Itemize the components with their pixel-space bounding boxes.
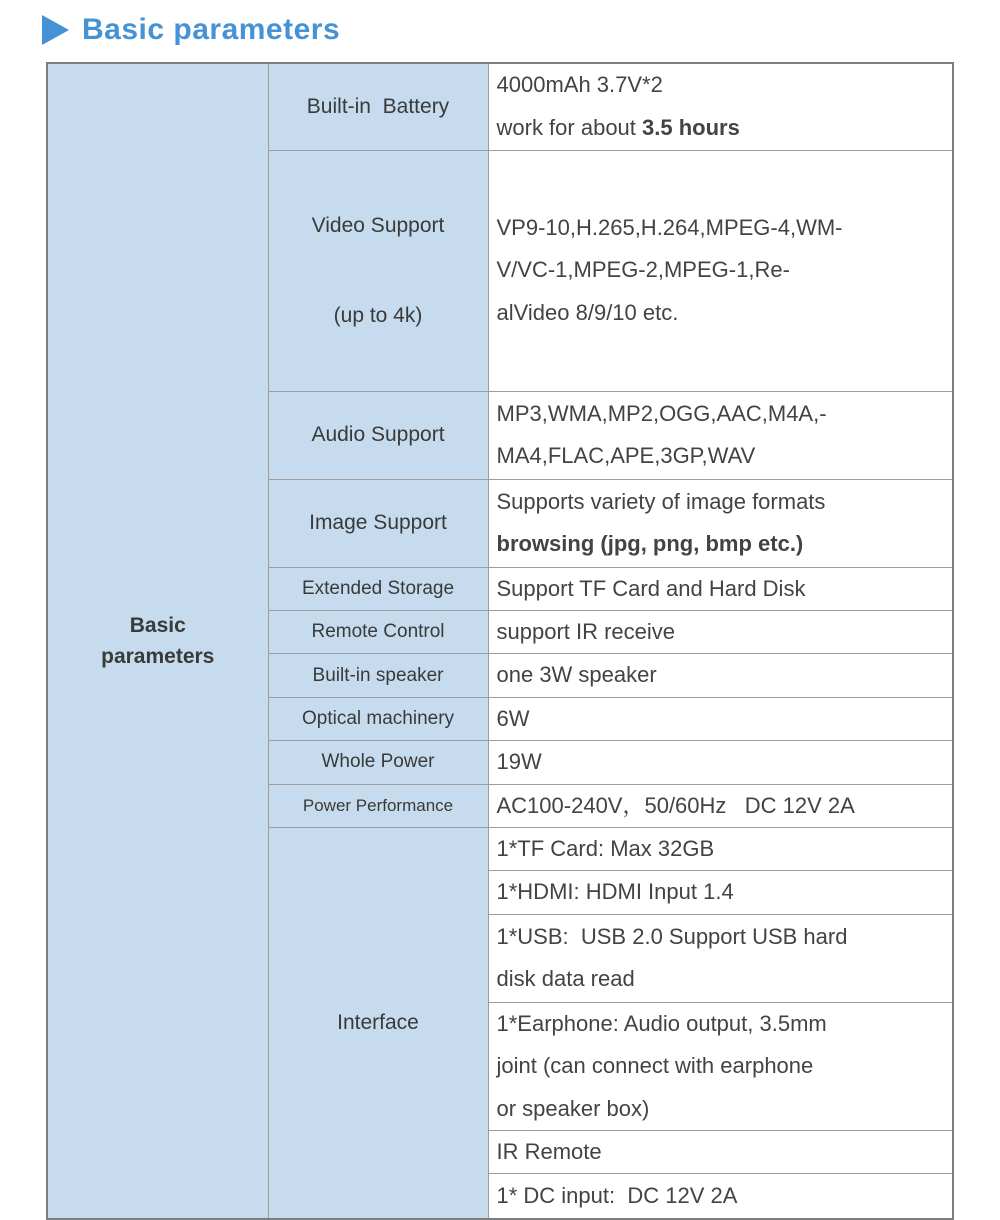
value-line: 1*HDMI: HDMI Input 1.4 [496,879,734,905]
value-line: VP9-10,H.265,H.264,MPEG-4,WM- [496,214,843,240]
spec-value-video-support [488,150,953,391]
spec-value-built-in-battery [488,63,953,150]
spec-value-image-support [488,479,953,567]
spec-value-interface-hdmi [488,871,953,914]
spec-value-interface-usb [488,914,953,1002]
spec-label-image-support: Image Support [268,479,488,567]
group-label-line1: Basic [129,613,186,637]
label-line: Video Support [311,213,445,237]
page [0,12,1000,1208]
value-line: or speaker box) [496,1095,650,1121]
spec-value-interface-earphone [488,1002,953,1130]
value-line: support IR receive [496,618,676,644]
spec-value-power-performance [488,784,953,827]
spec-value-extended-storage [488,567,953,610]
value-line: 1*Earphone: Audio output, 3.5mm [496,1010,827,1036]
value-line: V/VC-1,MPEG-2,MPEG-1,Re- [496,257,790,283]
value-line: 1*TF Card: Max 32GB [496,835,715,861]
value-line: 1*USB: USB 2.0 Support USB hard [496,923,848,949]
spec-value-interface-tf-card [488,827,953,870]
value-text-bold: 3.5 hours [642,114,740,140]
spec-label-optical-machinery: Optical machinery [268,697,488,740]
table-row [47,63,953,150]
spec-value-optical-machinery [488,697,953,740]
spec-label-whole-power: Whole Power [268,741,488,784]
value-line: one 3W speaker [496,662,657,688]
section-heading [42,12,1000,48]
spec-label-power-performance: Power Performance [268,784,488,827]
value-line: IR Remote [496,1138,602,1164]
spec-value-audio-support [488,391,953,479]
value-line: disk data read [496,966,635,992]
value-line: 1* DC input: DC 12V 2A [496,1182,738,1208]
right-triangle-icon [42,15,69,45]
value-line: AC100-240V，50/60Hz DC 12V 2A [496,792,855,818]
value-line: Support TF Card and Hard Disk [496,575,806,601]
value-line: MA4,FLAC,APE,3GP,WAV [496,443,756,468]
value-line: 19W [496,749,542,775]
spec-value-interface-dc-input [488,1174,953,1219]
spec-table [46,62,954,1220]
value-line [497,107,947,149]
spec-label-interface: Interface [268,827,488,1218]
spec-value-interface-ir-remote [488,1130,953,1173]
value-line: Supports variety of image formats [496,488,826,514]
value-line: 6W [496,705,530,731]
group-label-line2: parameters [101,644,215,668]
group-label-cell [47,63,268,1219]
value-line: 4000mAh 3.7V*2 [496,72,663,98]
page-title: Basic parameters [82,13,341,46]
value-line: alVideo 8/9/10 etc. [496,299,679,325]
spec-label-built-in-battery: Built-in Battery [268,63,488,150]
spec-value-whole-power [488,741,953,784]
spec-label-extended-storage: Extended Storage [268,567,488,610]
spec-label-built-in-speaker: Built-in speaker [268,654,488,697]
spec-label-video-support [268,150,488,391]
spec-value-remote-control [488,610,953,653]
spec-label-remote-control: Remote Control [268,610,488,653]
label-line: (up to 4k) [333,303,423,327]
value-text: work for about [496,114,643,140]
value-line: browsing (jpg, png, bmp etc.) [496,531,804,556]
spec-label-audio-support: Audio Support [268,391,488,479]
value-line: MP3,WMA,MP2,OGG,AAC,M4A,- [496,400,827,426]
spec-value-built-in-speaker [488,654,953,697]
value-line: joint (can connect with earphone [496,1053,814,1079]
